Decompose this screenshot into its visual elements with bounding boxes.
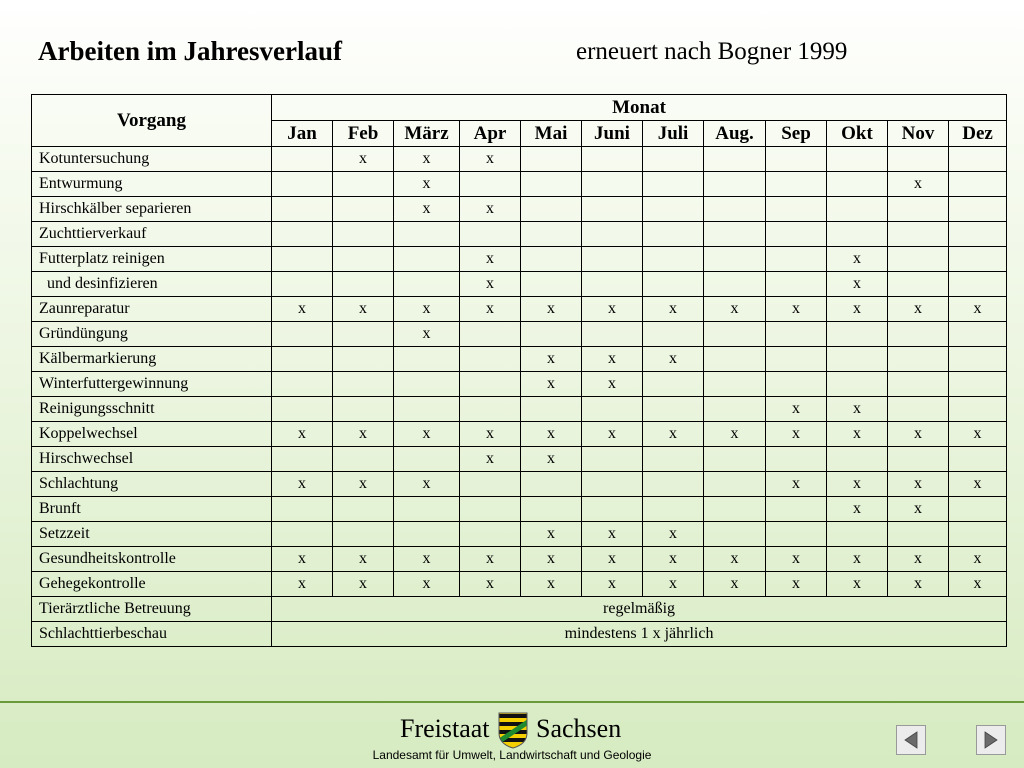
month-cell [333,322,394,347]
month-cell [888,372,949,397]
month-cell [704,172,766,197]
month-cell: x [460,572,521,597]
table-row [32,472,1007,497]
month-header: Feb [333,121,394,147]
month-cell [582,447,643,472]
month-cell [704,397,766,422]
month-cell [766,497,827,522]
month-cell [272,522,333,547]
row-label: Hirschwechsel [32,447,272,472]
agency-name: Landesamt für Umwelt, Landwirtschaft und Geologie [372,748,652,762]
month-cell [827,322,888,347]
month-cell: x [521,297,582,322]
month-cell [333,247,394,272]
month-cell [272,372,333,397]
month-cell [949,397,1007,422]
month-cell [827,147,888,172]
month-header: Juli [643,121,704,147]
month-header: März [394,121,460,147]
month-cell [949,147,1007,172]
month-cell: x [394,572,460,597]
row-label: Zuchttierverkauf [32,222,272,247]
month-cell: x [949,547,1007,572]
previous-slide-button[interactable] [896,725,926,755]
month-cell [704,347,766,372]
month-cell: x [949,572,1007,597]
month-cell [827,522,888,547]
month-cell: x [949,422,1007,447]
month-cell: x [827,497,888,522]
month-cell [643,372,704,397]
month-cell [333,172,394,197]
vorgang-header: Vorgang [32,95,272,147]
month-cell [460,472,521,497]
month-cell [643,322,704,347]
month-cell [394,447,460,472]
month-cell [766,272,827,297]
month-cell: x [766,397,827,422]
month-cell: x [394,472,460,497]
triangle-right-icon [981,730,1001,750]
month-cell [643,272,704,297]
month-header: Mai [521,121,582,147]
month-cell [766,197,827,222]
month-cell: x [333,147,394,172]
month-cell: x [521,547,582,572]
month-cell [272,397,333,422]
row-label: Gehegekontrolle [32,572,272,597]
month-cell [333,272,394,297]
month-cell [766,522,827,547]
row-label: Koppelwechsel [32,422,272,447]
month-cell [643,447,704,472]
month-cell [888,247,949,272]
month-cell: x [766,547,827,572]
month-cell [949,497,1007,522]
month-cell: x [333,472,394,497]
month-header: Sep [766,121,827,147]
month-cell [333,447,394,472]
row-label: Gesundheitskontrolle [32,547,272,572]
month-cell [827,172,888,197]
table-row [32,547,1007,572]
month-cell: x [582,347,643,372]
month-cell: x [888,472,949,497]
month-cell: x [521,347,582,372]
month-cell: x [643,422,704,447]
month-cell [766,447,827,472]
row-label: Brunft [32,497,272,522]
month-cell [704,447,766,472]
month-cell [521,322,582,347]
month-cell [394,397,460,422]
footer-divider [0,701,1024,703]
month-cell [460,222,521,247]
month-cell [766,322,827,347]
month-cell [949,172,1007,197]
month-cell: x [333,572,394,597]
month-cell [394,372,460,397]
month-cell [272,147,333,172]
month-cell [704,222,766,247]
month-cell [643,472,704,497]
row-label: Zaunreparatur [32,297,272,322]
month-cell: x [643,347,704,372]
table-row [32,247,1007,272]
month-cell [333,347,394,372]
month-cell [521,197,582,222]
month-cell [333,372,394,397]
month-cell [582,172,643,197]
month-cell [521,497,582,522]
month-cell [888,347,949,372]
month-cell: x [272,297,333,322]
month-cell [460,397,521,422]
month-cell [460,522,521,547]
month-cell [827,222,888,247]
month-header: Juni [582,121,643,147]
row-label: Setzzeit [32,522,272,547]
triangle-left-icon [901,730,921,750]
month-cell: x [272,572,333,597]
month-cell [582,397,643,422]
month-cell: x [582,297,643,322]
month-cell [888,222,949,247]
month-cell [704,472,766,497]
month-cell: x [766,472,827,497]
month-cell [394,347,460,372]
month-cell [704,197,766,222]
month-cell [643,247,704,272]
row-label: Gründüngung [32,322,272,347]
month-cell [949,372,1007,397]
row-label: Schlachttierbeschau [32,622,272,647]
page-subtitle: erneuert nach Bogner 1999 [576,38,848,65]
month-cell: x [643,547,704,572]
month-cell: x [827,572,888,597]
month-cell: x [394,322,460,347]
month-cell: x [827,422,888,447]
month-cell: x [521,522,582,547]
work-schedule-table [31,94,1007,647]
month-cell: x [766,572,827,597]
month-cell: x [582,422,643,447]
month-cell: x [704,547,766,572]
month-cell: x [460,272,521,297]
month-cell: x [766,297,827,322]
month-cell: x [704,572,766,597]
month-cell: x [643,522,704,547]
next-slide-button[interactable] [976,725,1006,755]
month-cell: x [333,547,394,572]
month-cell: x [460,297,521,322]
table-row [32,222,1007,247]
month-cell [460,347,521,372]
month-cell [949,222,1007,247]
month-cell: x [766,422,827,447]
month-cell [888,197,949,222]
month-cell [827,447,888,472]
month-cell: x [521,372,582,397]
month-cell [333,522,394,547]
row-label: und desinfizieren [32,272,272,297]
month-cell: x [460,447,521,472]
month-cell [272,247,333,272]
row-label: Tierärztliche Betreuung [32,597,272,622]
month-cell: x [333,422,394,447]
month-cell: x [521,422,582,447]
month-cell [704,147,766,172]
month-cell [888,322,949,347]
month-cell [582,497,643,522]
month-cell: x [333,297,394,322]
month-cell: x [888,297,949,322]
month-cell [272,447,333,472]
month-cell [272,222,333,247]
month-cell [949,522,1007,547]
table-row [32,622,1007,647]
month-cell [521,472,582,497]
row-label: Kälbermarkierung [32,347,272,372]
span-note-cell: regelmäßig [272,597,1007,622]
month-header: Aug. [704,121,766,147]
month-cell [460,497,521,522]
table-row [32,447,1007,472]
month-cell: x [460,247,521,272]
table-row [32,597,1007,622]
month-cell [333,197,394,222]
month-cell [643,222,704,247]
month-cell [704,372,766,397]
month-cell [704,322,766,347]
row-label: Reinigungsschnitt [32,397,272,422]
month-header: Dez [949,121,1007,147]
month-cell [949,347,1007,372]
table-row [32,297,1007,322]
month-cell [827,197,888,222]
month-cell: x [460,197,521,222]
month-cell [582,247,643,272]
row-label: Schlachtung [32,472,272,497]
month-cell: x [949,472,1007,497]
month-cell [704,497,766,522]
month-cell [888,447,949,472]
month-cell [272,172,333,197]
row-label: Hirschkälber separieren [32,197,272,222]
month-cell: x [394,172,460,197]
month-cell [394,497,460,522]
month-cell [643,172,704,197]
monat-header: Monat [272,95,1007,121]
month-cell [704,522,766,547]
month-cell: x [582,572,643,597]
month-cell: x [949,297,1007,322]
month-cell: x [888,497,949,522]
month-header: Nov [888,121,949,147]
table-row [32,172,1007,197]
month-cell: x [394,147,460,172]
month-cell [582,222,643,247]
month-cell [272,322,333,347]
month-cell: x [643,297,704,322]
month-cell [888,272,949,297]
month-cell: x [827,397,888,422]
table-row [32,147,1007,172]
month-cell [272,347,333,372]
month-cell: x [582,372,643,397]
month-cell: x [272,547,333,572]
month-cell [766,247,827,272]
month-cell [521,397,582,422]
month-cell: x [460,422,521,447]
month-cell [949,247,1007,272]
month-cell [643,397,704,422]
month-cell [949,447,1007,472]
month-cell [766,172,827,197]
month-cell [949,322,1007,347]
month-cell [888,147,949,172]
month-cell [394,272,460,297]
month-cell [394,522,460,547]
month-cell [333,397,394,422]
month-cell: x [827,272,888,297]
brand-sachsen: Sachsen [536,714,622,743]
month-cell [460,172,521,197]
month-cell [766,222,827,247]
month-cell [582,472,643,497]
month-cell: x [888,422,949,447]
month-cell: x [272,472,333,497]
month-cell: x [704,297,766,322]
month-cell: x [704,422,766,447]
month-cell [643,147,704,172]
month-cell: x [643,572,704,597]
month-cell: x [394,547,460,572]
month-cell [272,497,333,522]
month-header: Okt [827,121,888,147]
table-row [32,422,1007,447]
month-cell [582,322,643,347]
month-cell: x [521,447,582,472]
month-cell: x [394,197,460,222]
month-cell [460,372,521,397]
row-label: Kotuntersuchung [32,147,272,172]
month-cell [521,147,582,172]
month-cell [949,272,1007,297]
month-cell [333,497,394,522]
month-cell: x [888,547,949,572]
table-row [32,372,1007,397]
month-cell [394,247,460,272]
month-cell [521,247,582,272]
month-cell: x [394,297,460,322]
month-cell: x [582,522,643,547]
month-cell [704,272,766,297]
month-cell [643,197,704,222]
month-cell [272,272,333,297]
month-cell: x [394,422,460,447]
row-label: Futterplatz reinigen [32,247,272,272]
month-header: Jan [272,121,333,147]
month-cell [766,147,827,172]
month-cell: x [521,572,582,597]
table-row [32,322,1007,347]
month-cell [949,197,1007,222]
month-cell [394,222,460,247]
table-row [32,347,1007,372]
month-cell [582,272,643,297]
month-cell [704,247,766,272]
month-cell: x [827,297,888,322]
month-cell: x [827,547,888,572]
saxony-coat-of-arms-icon [497,711,529,749]
month-cell: x [888,572,949,597]
month-cell: x [272,422,333,447]
month-cell: x [827,247,888,272]
month-cell [521,172,582,197]
table-row [32,197,1007,222]
row-label: Entwurmung [32,172,272,197]
saxony-brand [400,711,640,747]
table-row [32,572,1007,597]
month-cell [521,272,582,297]
month-cell [272,197,333,222]
month-cell [582,197,643,222]
month-cell [766,347,827,372]
month-cell: x [827,472,888,497]
month-cell [888,522,949,547]
month-cell [582,147,643,172]
span-note-cell: mindestens 1 x jährlich [272,622,1007,647]
table-row [32,522,1007,547]
month-cell [521,222,582,247]
brand-freistaat: Freistaat [400,714,490,743]
month-cell: x [582,547,643,572]
month-cell: x [460,547,521,572]
table-row [32,397,1007,422]
month-header: Apr [460,121,521,147]
row-label: Winterfuttergewinnung [32,372,272,397]
month-cell: x [460,147,521,172]
month-cell [827,347,888,372]
table-row [32,272,1007,297]
month-cell [333,222,394,247]
month-cell [460,322,521,347]
table-row [32,497,1007,522]
page-title: Arbeiten im Jahresverlauf [38,36,342,66]
month-cell [827,372,888,397]
month-cell: x [888,172,949,197]
month-cell [766,372,827,397]
month-cell [643,497,704,522]
month-cell [888,397,949,422]
